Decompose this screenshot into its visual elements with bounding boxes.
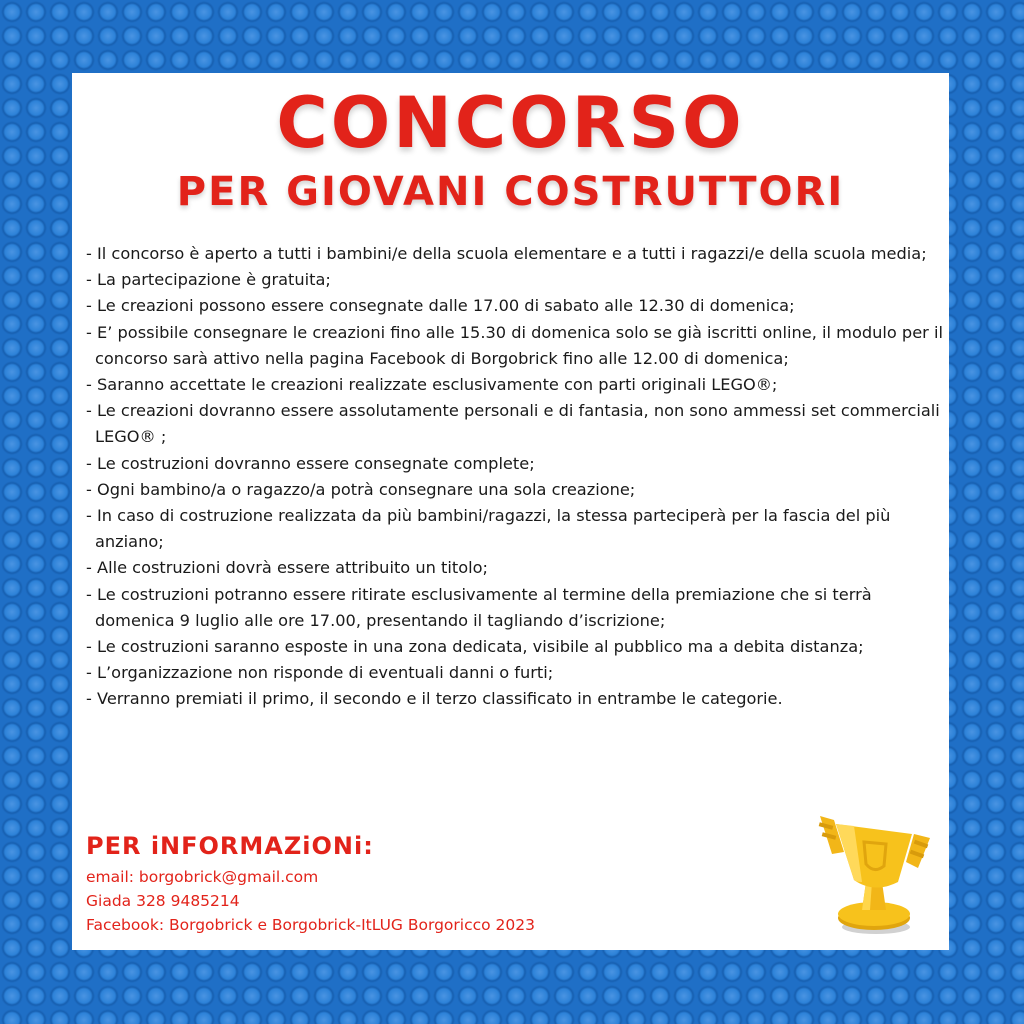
rule-item: - Le costruzioni potranno essere ritirate esclusivamente al termine della premiazione che si terrà domenica 9 luglio alle ore 17.00, presentando il tagliando d’iscrizione; (86, 582, 946, 634)
rule-item: - E’ possibile consegnare le creazioni fino alle 15.30 di domenica solo se già iscritti online, il modulo per il concorso sarà attivo nella pagina Facebook di Borgobrick fino alle 12.00 di domenica; (86, 320, 946, 372)
rule-item: - La partecipazione è gratuita; (86, 267, 946, 293)
info-email: email: borgobrick@gmail.com (86, 868, 319, 886)
rule-item: - In caso di costruzione realizzata da più bambini/ragazzi, la stessa parteciperà per la fascia del più anziano; (86, 503, 946, 555)
rule-item: - Le creazioni possono essere consegnate dalle 17.00 di sabato alle 12.30 di domenica; (86, 293, 946, 319)
page-title: CONCORSO (276, 82, 745, 164)
info-phone: Giada 328 9485214 (86, 892, 240, 910)
poster-card (72, 73, 949, 950)
rules-list (86, 241, 946, 713)
rule-item: - Alle costruzioni dovrà essere attribuito un titolo; (86, 555, 946, 581)
info-facebook: Facebook: Borgobrick e Borgobrick-ItLUG Borgoricco 2023 (86, 916, 535, 934)
rule-item: - Le costruzioni dovranno essere consegnate complete; (86, 451, 946, 477)
rule-item: - Le creazioni dovranno essere assolutamente personali e di fantasia, non sono ammessi set commerciali LEGO® ; (86, 398, 946, 450)
rule-item: - Saranno accettate le creazioni realizzate esclusivamente con parti originali LEGO®; (86, 372, 946, 398)
trophy-icon (810, 810, 938, 938)
rule-item: - Verranno premiati il primo, il secondo e il terzo classificato in entrambe le categorie. (86, 686, 946, 712)
rule-item: - Le costruzioni saranno esposte in una zona dedicata, visibile al pubblico ma a debita distanza; (86, 634, 946, 660)
rule-item: - L’organizzazione non risponde di eventuali danni o furti; (86, 660, 946, 686)
page-subtitle: PER GIOVANI COSTRUTTORI (176, 169, 845, 215)
info-heading: PER iNFORMAZiONi: (86, 832, 374, 860)
rule-item: - Il concorso è aperto a tutti i bambini/e della scuola elementare e a tutti i ragazzi/e della scuola media; (86, 241, 946, 267)
rule-item: - Ogni bambino/a o ragazzo/a potrà consegnare una sola creazione; (86, 477, 946, 503)
